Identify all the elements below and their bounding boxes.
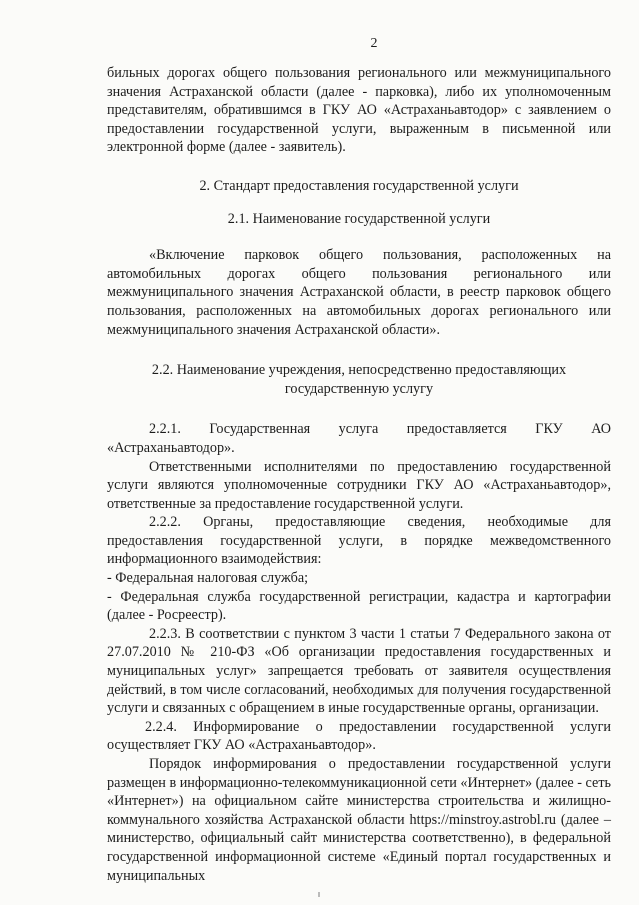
- list-item-tax-service: - Федеральная налоговая служба;: [107, 570, 309, 587]
- subsection-heading-2-1: 2.1. Наименование государственной услуги: [227, 210, 491, 227]
- paragraph-2-2-3: 2.2.3. В соответствии с пунктом 3 части 1 статьи 7 Федерального закона от 27.07.2010 № 210-ФЗ «Об организации предоставления государственных и муниципальных услуг» запрещается требовать от заявителя осуществления действий, в том числе согласований, необходимых для получения государственной услуги и связанных с обращением в иные государственные органы, организации.: [107, 625, 611, 717]
- paragraph-2-2-1-responsible: Ответственными исполнителями по предоставлению государственной услуги являются уполномоченные сотрудники ГКУ АО «Астраханьавтодор», ответственные за предоставление государственной услуги.: [107, 458, 611, 512]
- section-heading-2: 2. Стандарт предоставления государственной услуги: [199, 177, 519, 194]
- paragraph-2-2-4: 2.2.4. Информирование о предоставлении государственной услуги осуществляет ГКУ АО «Астраханьавтодор».: [107, 718, 611, 754]
- paragraph-2-2-2: 2.2.2. Органы, предоставляющие сведения, необходимые для предоставления государственной услуги, в порядке межведомственного информационного взаимодействия:: [107, 514, 611, 568]
- subsection-heading-2-2: 2.2. Наименование учреждения, непосредственно предоставляющих государственную услугу: [151, 362, 567, 397]
- paragraph-2-2-4-procedure: Порядок информирования о предоставлении государственной услуги размещен в информационно-телекоммуникационной сети «Интернет» (далее - сеть «Интернет») на официальном сайте министерства строительства и жилищно-коммунального хозяйства Астраханской области https://minstroy.astrobl.ru (далее – министерство, официальный сайт министерства соответственно), в федеральной государственной информационной системе «Единый портал государственных и муниципальных: [107, 756, 611, 884]
- scan-speck: [318, 892, 320, 897]
- service-name-quote: «Включение парковок общего пользования, расположенных на автомобильных дорогах общего пользования регионального или межмуниципального значения Астраханской области, в реестр парковок общего пользования, расположенных на автомобильных дорогах регионального или межмуниципального значения Астраханской области».: [107, 247, 611, 338]
- paragraph-2-2-1: 2.2.1. Государственная услуга предоставляется ГКУ АО «Астраханьавтодор».: [107, 421, 611, 456]
- page-number: 2: [370, 36, 378, 51]
- paragraph-continuation: бильных дорогах общего пользования регионального или межмуниципального значения Астраханской области (далее - парковка), либо их уполномоченным представителям, обратившимся в ГКУ АО «Астраханьавтодор» с заявлением о предоставлении государственной услуги, выраженным в письменной или электронной форме (далее - заявитель).: [107, 65, 611, 156]
- list-item-rosreestr: - Федеральная служба государственной регистрации, кадастра и картографии (далее - Росреестр).: [107, 588, 611, 624]
